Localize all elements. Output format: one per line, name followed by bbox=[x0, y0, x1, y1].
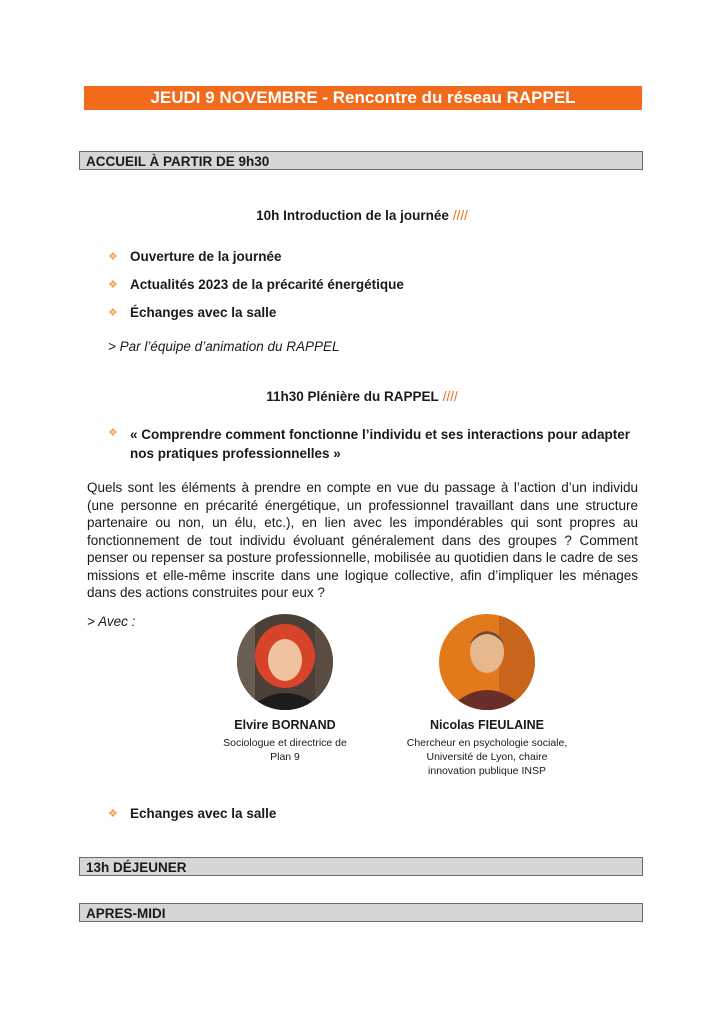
intro-item-text: Échanges avec la salle bbox=[130, 305, 277, 320]
speaker-role: Plan 9 bbox=[270, 751, 300, 763]
diamond-bullet-icon: ❖ bbox=[108, 251, 118, 263]
section-dejeuner: 13h DÉJEUNER bbox=[79, 857, 643, 876]
intro-item bbox=[108, 305, 276, 322]
diamond-bullet-icon: ❖ bbox=[108, 427, 118, 439]
intro-title bbox=[0, 208, 724, 223]
speaker-photo bbox=[439, 614, 535, 710]
closing-item bbox=[108, 806, 276, 823]
closing-item-text: Echanges avec la salle bbox=[130, 806, 277, 821]
speaker-name: Nicolas FIEULAINE bbox=[430, 718, 544, 732]
intro-item bbox=[108, 277, 404, 294]
section-accueil: ACCUEIL À PARTIR DE 9h30 bbox=[79, 151, 643, 170]
pleniere-paragraph: Quels sont les éléments à prendre en compte en vue du passage à l’action d’un individu (une personne en précarité énergétique, un professionnel travaillant dans une structure partenaire ou non, un élu, etc.), en lien avec les impondérables qui sont propres au fonctionnement de tout individu évoluant généralement dans des groupes ? Comment penser ou repenser sa posture professionnelle, mobilisée au quotidien dans le cadre de ses missions et elle-même inscrite dans une logique collective, afin d’impliquer les ménages dans des actions construites pour eux ? bbox=[87, 480, 638, 600]
page-banner: JEUDI 9 NOVEMBRE - Rencontre du réseau RAPPEL bbox=[84, 86, 642, 110]
intro-slashes: //// bbox=[452, 208, 468, 223]
diamond-bullet-icon: ❖ bbox=[108, 307, 118, 319]
speaker-card bbox=[392, 614, 582, 778]
intro-title-text: 10h Introduction de la journée bbox=[256, 208, 449, 223]
pleniere-quote bbox=[108, 425, 630, 463]
speaker-card bbox=[190, 614, 380, 764]
avec-label: > Avec : bbox=[87, 614, 136, 629]
speaker-photo bbox=[237, 614, 333, 710]
intro-item bbox=[108, 249, 282, 266]
speaker-name: Elvire BORNAND bbox=[234, 718, 336, 732]
diamond-bullet-icon: ❖ bbox=[108, 279, 118, 291]
pleniere-quote-text: « Comprendre comment fonctionne l’individu et ses interactions pour adapter nos pratiques professionnelles » bbox=[130, 427, 630, 461]
speaker-role: innovation publique INSP bbox=[428, 765, 546, 777]
pleniere-slashes: //// bbox=[442, 389, 458, 404]
intro-by: > Par l’équipe d’animation du RAPPEL bbox=[108, 339, 340, 354]
pleniere-title bbox=[0, 389, 724, 404]
speaker-role: Chercheur en psychologie sociale, bbox=[406, 737, 568, 749]
pleniere-title-text: 11h30 Plénière du RAPPEL bbox=[266, 389, 439, 404]
section-apres-midi: APRES-MIDI bbox=[79, 903, 643, 922]
intro-item-text: Actualités 2023 de la précarité énergétique bbox=[130, 277, 404, 292]
diamond-bullet-icon: ❖ bbox=[108, 808, 118, 820]
intro-item-text: Ouverture de la journée bbox=[130, 249, 282, 264]
speaker-role: Université de Lyon, chaire bbox=[426, 751, 548, 763]
speaker-role: Sociologue et directrice de bbox=[223, 737, 347, 749]
